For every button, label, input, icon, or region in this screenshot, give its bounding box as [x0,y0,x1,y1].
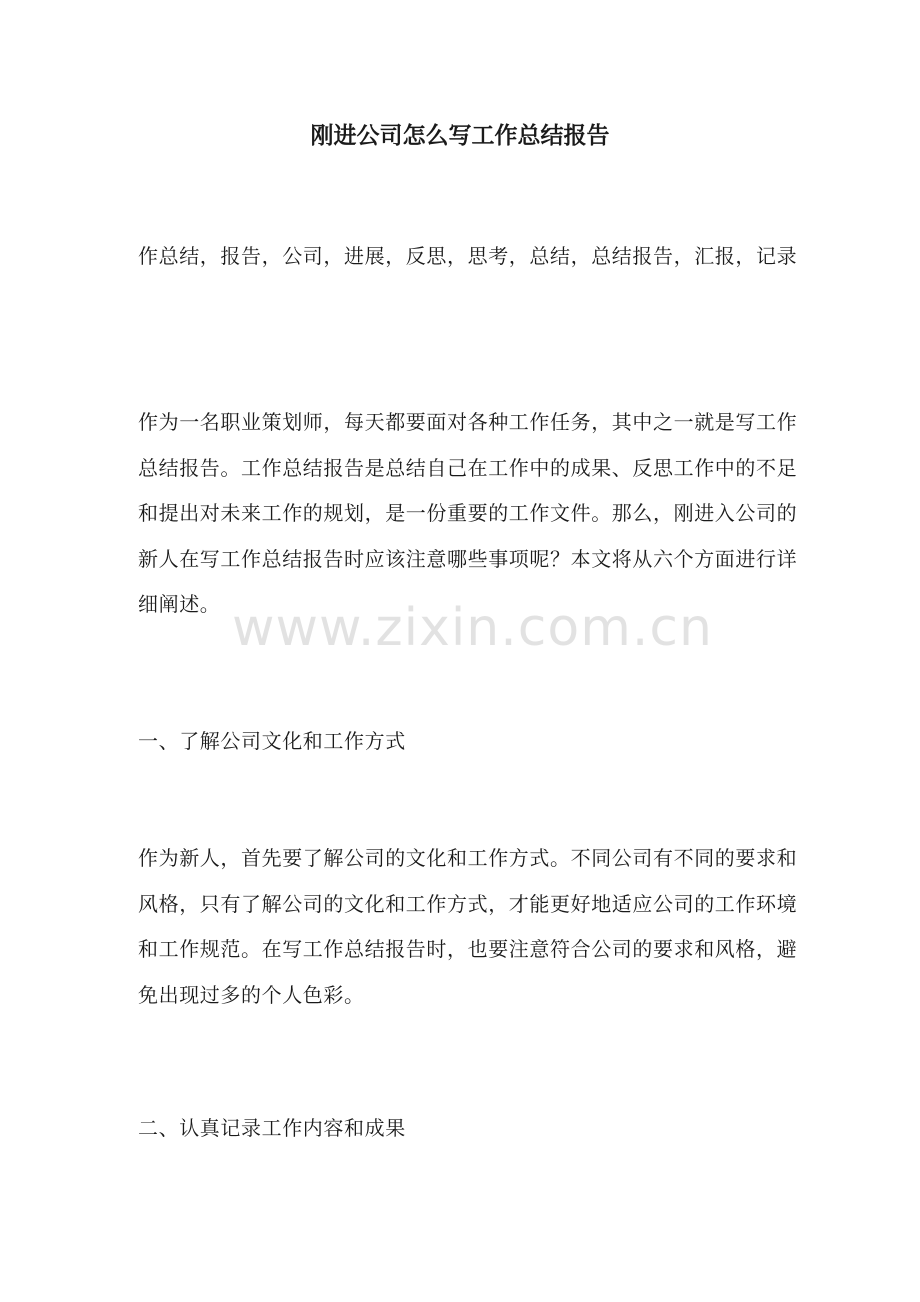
intro-paragraph: 作为一名职业策划师，每天都要面对各种工作任务，其中之一就是写工作总结报告。工作总结报告是总结自己在工作中的成果、反思工作中的不足和提出对未来工作的规划，是一份重要的工作文件。那么，刚进入公司的新人在写工作总结报告时应该注意哪些事项呢？本文将从六个方面进行详细阐述。 [138,410,798,616]
keywords-paragraph: 作总结，报告，公司，进展，反思，思考，总结，总结报告，汇报，记录 [138,244,798,268]
section-heading-2: 二、认真记录工作内容和成果 [138,1116,406,1140]
section-heading-1: 一、了解公司文化和工作方式 [138,729,406,753]
document-title: 刚进公司怎么写工作总结报告 [310,122,610,149]
watermark: www.zixin.com.cn [232,598,713,658]
section-body-1: 作为新人，首先要了解公司的文化和工作方式。不同公司有不同的要求和风格，只有了解公司的文化和工作方式，才能更好地适应公司的工作环境和工作规范。在写工作总结报告时，也要注意符合公司的要求和风格，避免出现过多的个人色彩。 [138,846,798,1007]
